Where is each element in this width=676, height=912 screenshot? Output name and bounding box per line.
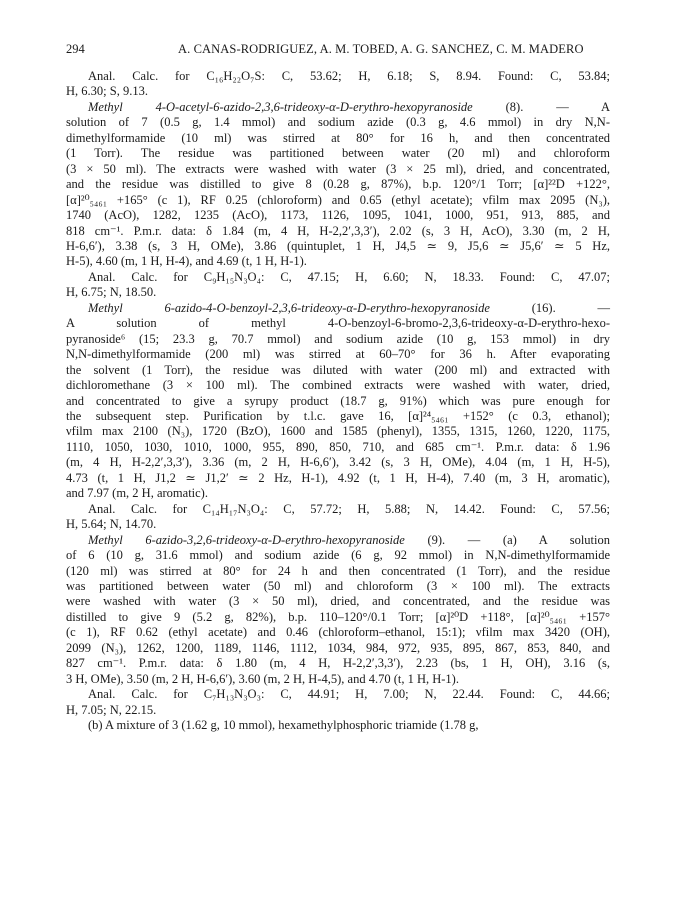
text-line: of 6 (10 g, 31.6 mmol) and sodium azide (6 g, 92 mmol) in N,N-dimethylformamide <box>66 548 610 563</box>
text-line: 818 cm⁻¹. P.m.r. data: δ 1.84 (m, 4 H, H-2,2′,3,3′), 2.02 (s, 3 H, AcO), 3.30 (m, 2 H, <box>66 223 610 238</box>
text-line: were washed with water (3 × 50 ml), dried, and concentrated, and the residue was <box>66 594 610 609</box>
compound-name: Methyl 6-azido-4-O-benzoyl-2,3,6-trideoxy-α-D-erythro-hexopyranoside <box>88 300 532 315</box>
text-line: Anal. Calc. for C₇H₁₃N₃O₃: C, 44.91; H, 7.00; N, 22.44. Found: C, 44.66; <box>88 687 610 702</box>
text-line: 2099 (N₃), 1262, 1200, 1189, 1146, 1112, 1034, 984, 972, 935, 895, 867, 853, 840, and <box>66 640 610 655</box>
compound-name: Methyl 6-azido-3,2,6-trideoxy-α-D-erythro-hexopyranoside <box>88 532 428 547</box>
page-number: 294 <box>66 42 85 56</box>
compound-heading-9: Methyl 6-azido-3,2,6-trideoxy-α-D-erythro-hexopyranoside (9). — (a) A solution <box>88 532 610 547</box>
text-line: dimethylformamide (10 ml) was stirred at 80° for 16 h, and then concentrated <box>66 130 610 145</box>
running-head-authors: A. CANAS-RODRIGUEZ, A. M. TOBED, A. G. SANCHEZ, C. M. MADERO <box>178 42 584 56</box>
text-line: H-6,6′), 3.38 (s, 3 H, OMe), 3.86 (quintuplet, 1 H, J4,5 ≃ 9, J5,6 ≃ J5,6′ ≃ 5 Hz, <box>66 238 610 253</box>
text-line: dichloromethane (3 × 100 ml). The combined extracts were washed with water, dried, <box>66 378 610 393</box>
compound-heading-16: Methyl 6-azido-4-O-benzoyl-2,3,6-trideoxy-α-D-erythro-hexopyranoside (16). — <box>88 300 610 315</box>
text-line: (1 Torr). The residue was partitioned between water (20 ml) and chloroform <box>66 146 610 161</box>
text-line: Anal. Calc. for C₁₄H₁₇N₃O₄: C, 57.72; H, 5.88; N, 14.42. Found: C, 57.56; <box>88 501 610 516</box>
text-line: the solvent (1 Torr), the residue was diluted with water (200 ml) and extracted with <box>66 362 610 377</box>
compound-heading-8: Methyl 4-O-acetyl-6-azido-2,3,6-trideoxy-α-D-erythro-hexopyranoside (8). — A <box>88 99 610 114</box>
text-line: pyranoside⁶ (15; 23.3 g, 70.7 mmol) and sodium azide (10 g, 153 mmol) in dry <box>66 331 610 346</box>
text-line: (m, 4 H, H-2,2′,3,3′), 3.36 (m, 2 H, H-6,6′), 3.42 (s, 3 H, OMe), 4.04 (m, 1 H, H-5), <box>66 455 610 470</box>
text-line: Anal. Calc. for C₁₆H₂₂O₇S: C, 53.62; H, 6.18; S, 8.94. Found: C, 53.84; <box>88 69 610 83</box>
text-line: 827 cm⁻¹. P.m.r. data: δ 1.80 (m, 4 H, H-2,2′,3,3′), 2.23 (bs, 1 H, OH), 3.16 (s, <box>66 656 610 671</box>
text-line: 4.73 (t, 1 H, J1,2 ≃ J1,2′ ≃ 2 Hz, H-1), 4.92 (t, 1 H, H-4), 7.40 (m, 3 H, aromatic), <box>66 470 610 485</box>
text-line: H-5), 4.60 (m, 1 H, H-4), and 4.69 (t, 1 H, H-1). <box>66 254 307 269</box>
text-line: and 7.97 (m, 2 H, aromatic). <box>66 486 208 501</box>
compound-name: Methyl 4-O-acetyl-6-azido-2,3,6-trideoxy-α-D-erythro-hexopyranoside <box>88 99 506 114</box>
text-line: the subsequent step. Purification by t.l.c. gave 16, [α]²⁴₅₄₆₁ +152° (c 0.3, ethanol); <box>66 408 610 423</box>
text-line: νfilm max 2100 (N₃), 1720 (BzO), 1600 and 1585 (phenyl), 1355, 1315, 1260, 1220, 1175, <box>66 424 610 439</box>
text-line: distilled to give 9 (5.2 g, 82%), b.p. 110–120°/0.1 Torr; [α]²⁰D +118°, [α]²⁰₅₄₆₁ +157° <box>66 609 610 624</box>
text-line: 1740 (AcO), 1282, 1235 (AcO), 1173, 1126, 1095, 1041, 1000, 951, 913, 885, and <box>66 208 610 223</box>
text-line: Anal. Calc. for C₉H₁₅N₃O₄: C, 47.15; H, 6.60; N, 18.33. Found: C, 47.07; <box>88 269 610 284</box>
text-line: H, 6.30; S, 9.13. <box>66 84 148 99</box>
text-line: 3 H, OMe), 3.50 (m, 2 H, H-6,6′), 3.60 (m, 2 H, H-4,5), and 4.70 (t, 1 H, H-1). <box>66 671 459 686</box>
page-header <box>66 40 610 58</box>
text-line: (120 ml) was stirred at 80° for 24 h and then concentrated (1 Torr), and the residue <box>66 563 610 578</box>
text-line: H, 6.75; N, 18.50. <box>66 285 157 300</box>
text-line: (c 1), RF 0.62 (ethyl acetate) and 0.46 (chloroform–ethanol, 15:1); νfilm max 3420 (OH), <box>66 625 610 640</box>
text-line: (3 × 50 ml). The extracts were washed with water (3 × 25 ml), dried, and concentrated, <box>66 161 610 176</box>
text-line: 1110, 1050, 1030, 1010, 1000, 955, 890, 850, 710, and 685 cm⁻¹. P.m.r. data: δ 1.96 <box>66 439 610 454</box>
text-line: [α]²⁰₅₄₆₁ +165° (c 1), RF 0.25 (chloroform) and 0.65 (ethyl acetate); νfilm max 2095 (N₃), <box>66 192 610 207</box>
text-line: A solution of methyl 4-O-benzoyl-6-bromo-2,3,6-trideoxy-α-D-erythro-hexo- <box>66 316 610 331</box>
text-line: (b) A mixture of 3 (1.62 g, 10 mmol), hexamethylphosphoric triamide (1.78 g, <box>88 718 479 733</box>
text-line: H, 7.05; N, 22.15. <box>66 702 157 717</box>
text-line: N,N-dimethylformamide (200 ml) was stirred at 60–70° for 36 h. After evaporating <box>66 347 610 362</box>
text-line: and concentrated to give a syrupy product (18.7 g, 91%) which was pure enough for <box>66 393 610 408</box>
article-body <box>66 69 610 733</box>
text-line: solution of 7 (0.5 g, 1.4 mmol) and sodium azide (0.3 g, 4.6 mmol) in dry N,N- <box>66 115 610 130</box>
text-line: was partitioned between water (50 ml) and chloroform (3 × 100 ml). The extracts <box>66 578 610 593</box>
text-line: H, 5.64; N, 14.70. <box>66 517 157 532</box>
text-line: and the residue was distilled to give 8 (0.28 g, 87%), b.p. 120°/1 Torr; [α]²²D +122°, <box>66 177 610 192</box>
